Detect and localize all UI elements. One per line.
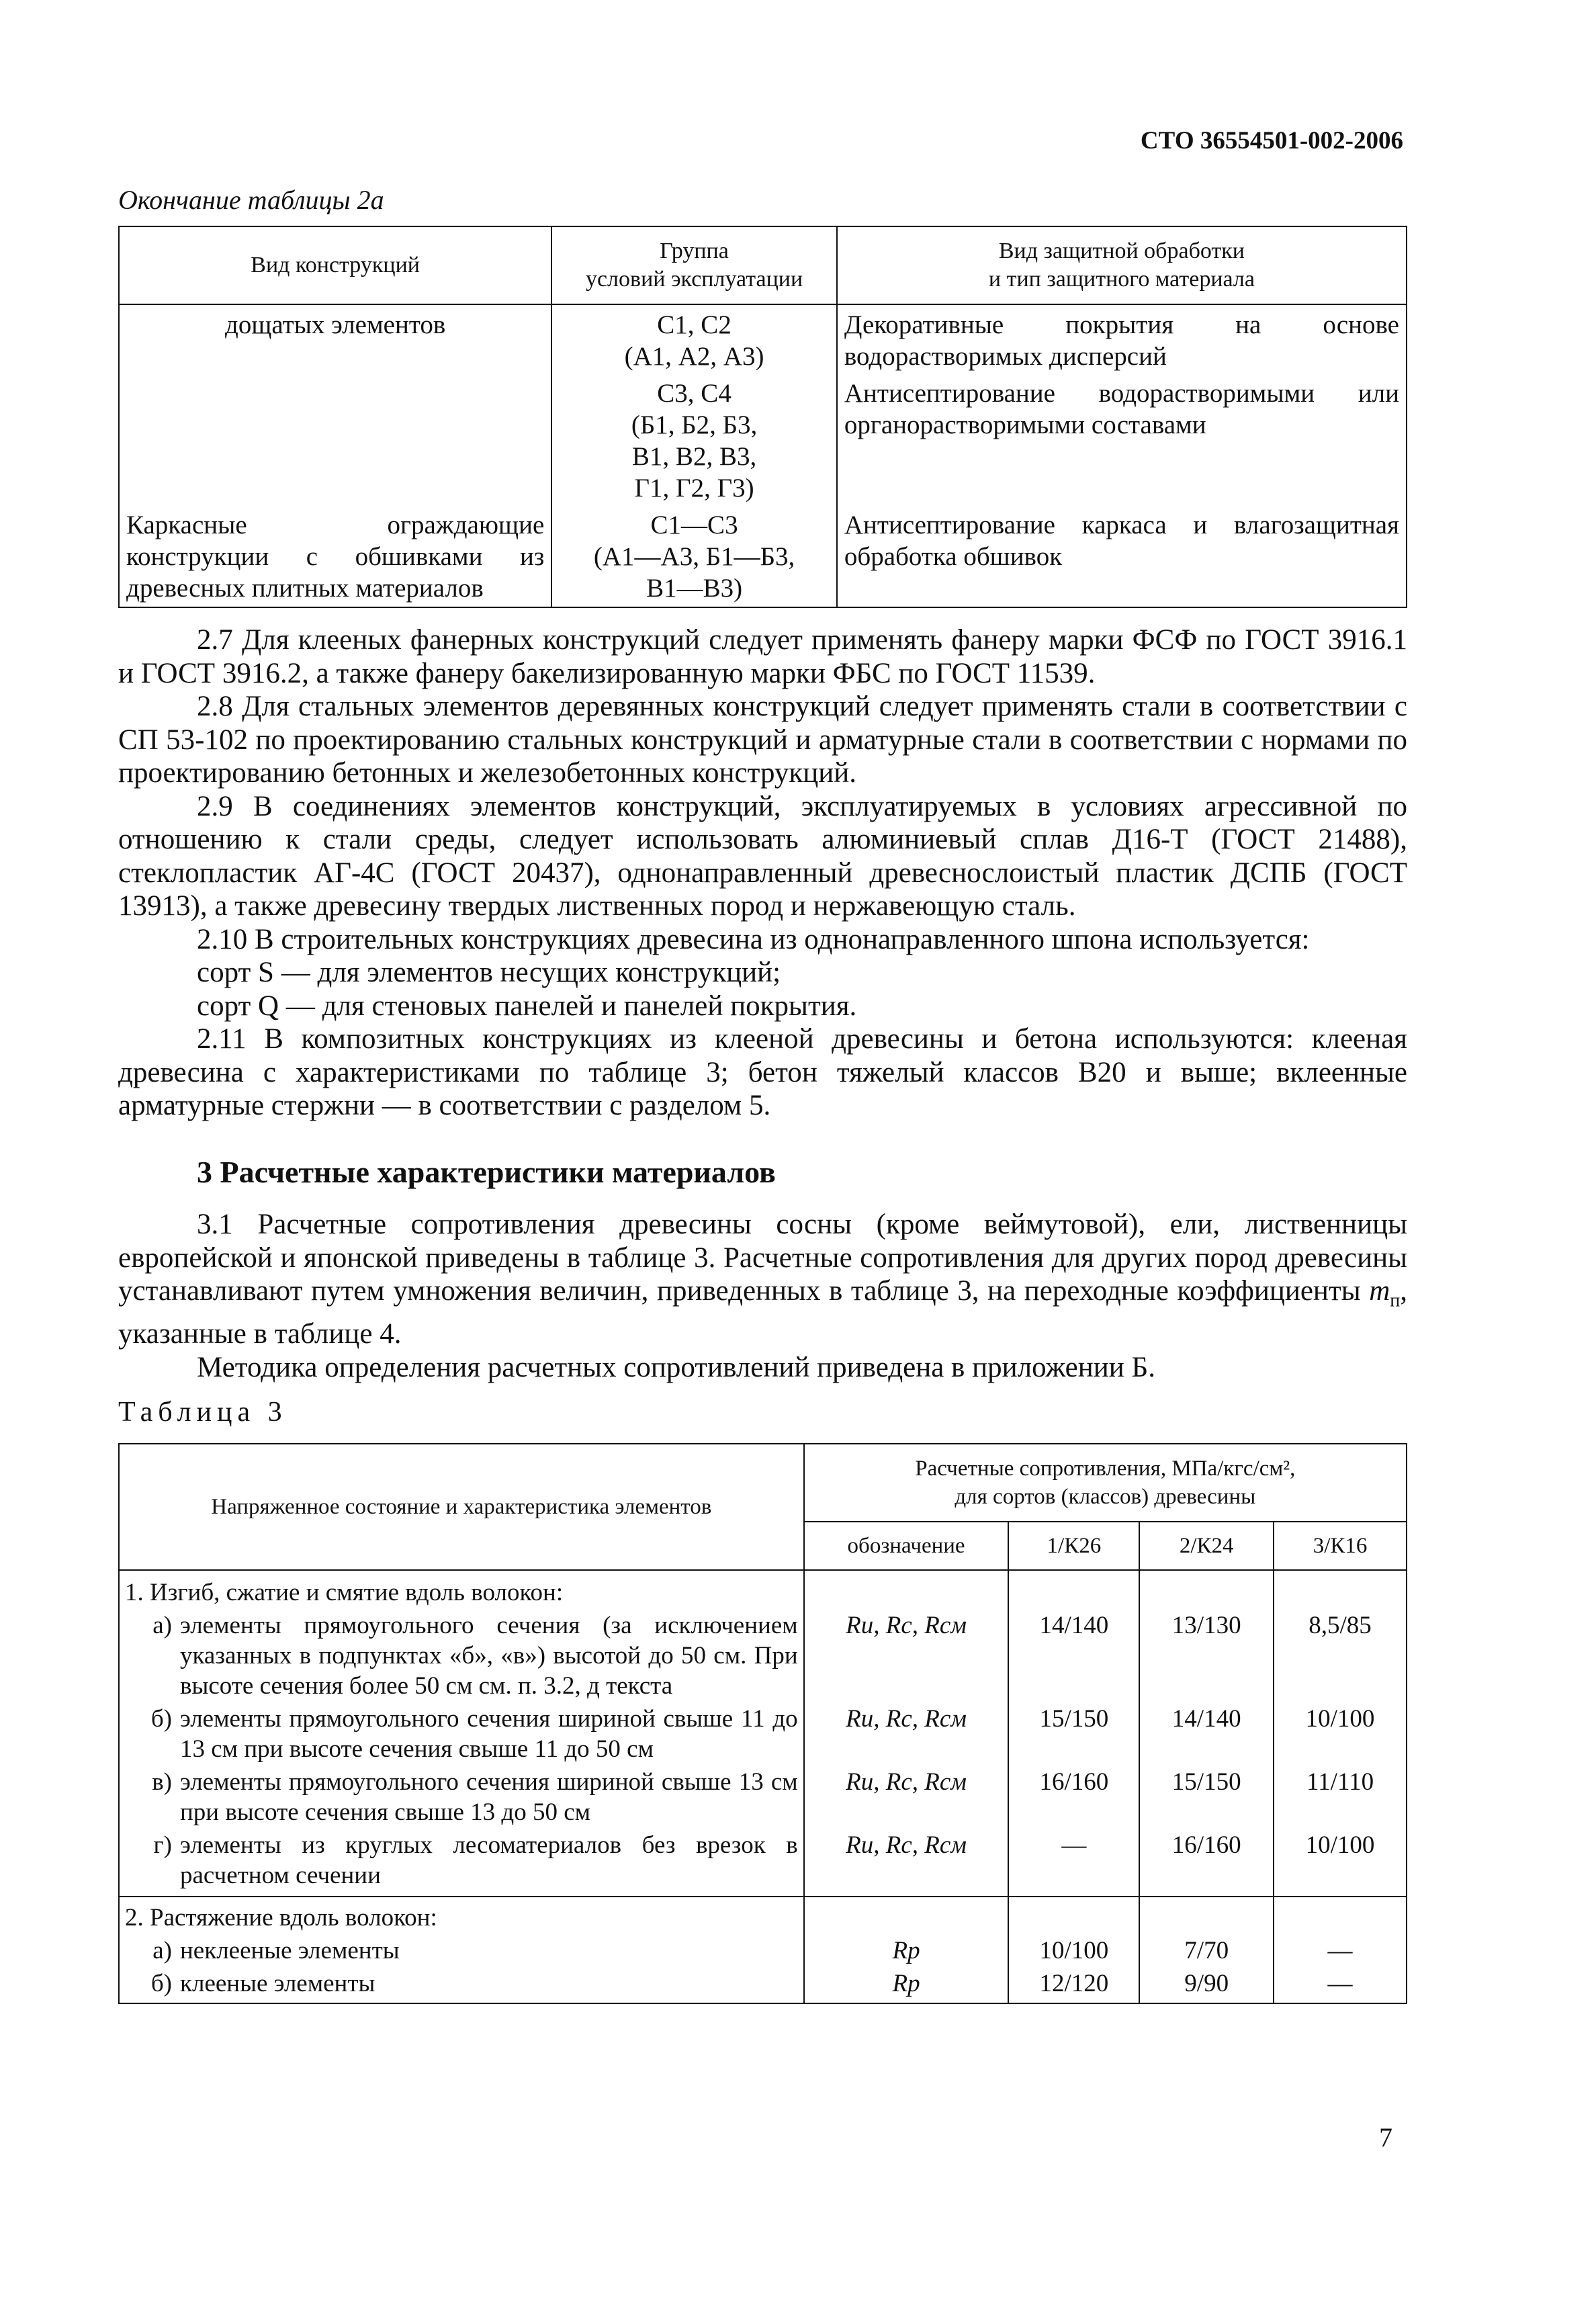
paragraph: [118, 1208, 1407, 1351]
paragraph: сорт Q — для стеновых панелей и панелей покрытия.: [197, 990, 857, 1022]
cell-value: 10/100: [1008, 1934, 1139, 1967]
table-row: [119, 375, 1407, 507]
symbol-subscript: п: [1390, 1290, 1401, 1311]
cell-value: —: [1008, 1829, 1139, 1897]
cell-desc: [119, 1829, 804, 1897]
header-line: для сортов (классов) древесины: [955, 1485, 1256, 1509]
paragraph: 2.7 Для клееных фанерных конструкций следует применять фанеру марки ФСФ по ГОСТ 3916.1 и ГОСТ 3916.2, а также фанеру бакелизированную марки ФБС по ГОСТ 11539.: [118, 624, 1407, 689]
item-label: г): [153, 1831, 172, 1859]
item-label: в): [152, 1768, 172, 1796]
cell-value: 14/140: [1008, 1609, 1139, 1702]
table2a-caption: Окончание таблицы 2а: [118, 185, 384, 215]
paragraph: Методика определения расчетных сопротивлений приведена в приложении Б.: [197, 1351, 1155, 1383]
cell-empty: [804, 1570, 1009, 1609]
table-row: [119, 1967, 1407, 2003]
header-operating-group: [551, 226, 837, 304]
header-symbol: обозначение: [804, 1522, 1009, 1570]
cell-desc: [119, 1609, 804, 1702]
cell-value: 15/150: [1008, 1702, 1139, 1766]
item-text: элементы из круглых лесоматериалов без врезок в расчетном сечении: [180, 1831, 798, 1889]
section2-paragraphs: [118, 623, 1407, 1123]
cell-empty: [1008, 1570, 1139, 1609]
cell-desc: [119, 1766, 804, 1829]
text-span: , указанные в таблице 4.: [118, 1275, 1407, 1350]
header-line: Расчетные сопротивления, МПа/кгс/см²,: [915, 1457, 1296, 1481]
cell-value: 16/160: [1139, 1829, 1274, 1897]
cell-symbol: Rи, Rс, Rсм: [804, 1829, 1009, 1897]
cell-empty: [804, 1897, 1009, 1934]
cell-treatment: Декоративные покрытия на основе водорастворимых дисперсий: [837, 304, 1407, 375]
cell-value: 16/160: [1008, 1766, 1139, 1829]
item-label: б): [150, 1970, 172, 1997]
cell-empty: [1008, 1897, 1139, 1934]
item-label: б): [150, 1705, 172, 1733]
group-title: 2. Растяжение вдоль волокон:: [119, 1897, 804, 1934]
cell-value: 15/150: [1139, 1766, 1274, 1829]
cell-value: 13/130: [1139, 1609, 1274, 1702]
table-row: [119, 1570, 1407, 1609]
table-header-row: [119, 226, 1407, 304]
cell-value: 9/90: [1139, 1967, 1274, 2003]
cell-value: 11/110: [1274, 1766, 1407, 1829]
cell-group: С1—С3 (А1—А3, Б1—Б3, В1—В3): [551, 507, 837, 607]
cell-value: —: [1274, 1934, 1407, 1967]
table-row: [119, 1766, 1407, 1829]
table3-label: Таблица 3: [118, 1397, 287, 1428]
cell-empty: [1139, 1570, 1274, 1609]
table-row: [119, 1934, 1407, 1967]
cell-desc: [119, 1967, 804, 2003]
cell-symbol: Rи, Rс, Rсм: [804, 1609, 1009, 1702]
header-line: условий эксплуатации: [585, 267, 803, 292]
text-span: 3.1 Расчетные сопротивления древесины сосны (кроме веймутовой), ели, лиственницы европейской и японской приведены в таблице 3. Расчетные сопротивления для других пород древесины устанавливают путем умножения величин, приведенных в таблице 3, на переходные коэффициенты: [118, 1209, 1407, 1307]
table-row: [119, 1609, 1407, 1702]
cell-value: 12/120: [1008, 1967, 1139, 2003]
item-label: а): [152, 1937, 172, 1964]
symbol: m: [1369, 1275, 1390, 1307]
table-row: [119, 1829, 1407, 1897]
item-text: неклееные элементы: [180, 1937, 400, 1964]
table-3: [118, 1443, 1407, 2004]
paragraph: 2.11 В композитных конструкциях из клееной древесины и бетона используются: клееная древесина с характеристиками по таблице 3; бетон тяжелый классов В20 и выше; вклеенные арматурные стержни — в соответствии с разделом 5.: [118, 1023, 1407, 1121]
cell-symbol: Rи, Rс, Rсм: [804, 1766, 1009, 1829]
cell-group: С1, С2 (А1, А2, А3): [551, 304, 837, 375]
cell-empty: [1274, 1570, 1407, 1609]
cell-group: С3, С4 (Б1, Б2, Б3, В1, В2, В3, Г1, Г2, Г3): [551, 375, 837, 507]
section-title: 3 Расчетные характеристики материалов: [197, 1155, 776, 1189]
header-grade-3: 3/К16: [1274, 1522, 1407, 1570]
table-header-row: [119, 1444, 1407, 1522]
header-line: и тип защитного материала: [988, 267, 1255, 292]
document-code: СТО 36554501-002-2006: [1140, 127, 1403, 155]
cell-symbol: Rи, Rс, Rсм: [804, 1702, 1009, 1766]
table-row: [119, 1702, 1407, 1766]
header-resistances: [804, 1444, 1407, 1522]
cell-value: 8,5/85: [1274, 1609, 1407, 1702]
table-2a: [118, 226, 1407, 608]
table-row: [119, 1897, 1407, 1934]
cell-empty: [1139, 1897, 1274, 1934]
cell-kind: дощатых элементов: [119, 304, 551, 375]
paragraph: сорт S — для элементов несущих конструкций;: [197, 957, 781, 988]
cell-value: 10/100: [1274, 1702, 1407, 1766]
header-line: Группа: [660, 238, 729, 263]
header-line: Вид защитной обработки: [998, 238, 1245, 263]
cell-desc: [119, 1934, 804, 1967]
cell-treatment: Антисептирование водорастворимыми или органорастворимыми составами: [837, 375, 1407, 507]
header-state: Напряженное состояние и характеристика элементов: [119, 1444, 804, 1570]
paragraph: 2.10 В строительных конструкциях древесина из однонаправленного шпона используется:: [197, 923, 1310, 955]
header-grade-1: 1/К26: [1008, 1522, 1139, 1570]
header-construction-kind: Вид конструкций: [119, 226, 551, 304]
item-text: элементы прямоугольного сечения (за исключением указанных в подпунктах «б», «в») высотой до 50 см. При высоте сечения более 50 см см. п. 3.2, д текста: [180, 1612, 798, 1700]
header-grade-2: 2/К24: [1139, 1522, 1274, 1570]
cell-value: 10/100: [1274, 1829, 1407, 1897]
cell-treatment: Антисептирование каркаса и влагозащитная обработка обшивок: [837, 507, 1407, 607]
item-text: элементы прямоугольного сечения шириной свыше 13 см при высоте сечения свыше 13 до 50 см: [180, 1768, 798, 1826]
paragraph: 2.9 В соединениях элементов конструкций, эксплуатируемых в условиях агрессивной по отношению к стали среды, следует использовать алюминиевый сплав Д16-Т (ГОСТ 21488), стеклопластик АГ-4С (ГОСТ 20437), однонаправленный древеснослоистый пластик ДСПБ (ГОСТ 13913), а также древесину твердых лиственных пород и нержавеющую сталь.: [118, 790, 1407, 922]
cell-kind: Каркасные ограждающие конструкции с обшивками из древесных плитных материалов: [119, 507, 551, 607]
section3-paragraphs: [118, 1208, 1407, 1384]
page-number: 7: [1379, 2122, 1392, 2153]
paragraph: 2.8 Для стальных элементов деревянных конструкций следует применять стали в соответствии с СП 53-102 по проектированию стальных конструкций и арматурные стали в соответствии с нормами по проектированию бетонных и железобетонных конструкций.: [118, 691, 1407, 789]
cell-value: 7/70: [1139, 1934, 1274, 1967]
header-treatment: [837, 226, 1407, 304]
group-title: 1. Изгиб, сжатие и смятие вдоль волокон:: [119, 1570, 804, 1609]
table-row: [119, 507, 1407, 607]
cell-symbol: Rр: [804, 1934, 1009, 1967]
item-text: клееные элементы: [180, 1970, 375, 1997]
cell-value: —: [1274, 1967, 1407, 2003]
cell-value: 14/140: [1139, 1702, 1274, 1766]
cell-desc: [119, 1702, 804, 1766]
cell-symbol: Rр: [804, 1967, 1009, 2003]
cell-kind: [119, 375, 551, 507]
item-label: а): [152, 1612, 172, 1639]
item-text: элементы прямоугольного сечения шириной свыше 11 до 13 см при высоте сечения свыше 11 до 50 см: [180, 1705, 798, 1763]
cell-empty: [1274, 1897, 1407, 1934]
table-row: [119, 304, 1407, 375]
